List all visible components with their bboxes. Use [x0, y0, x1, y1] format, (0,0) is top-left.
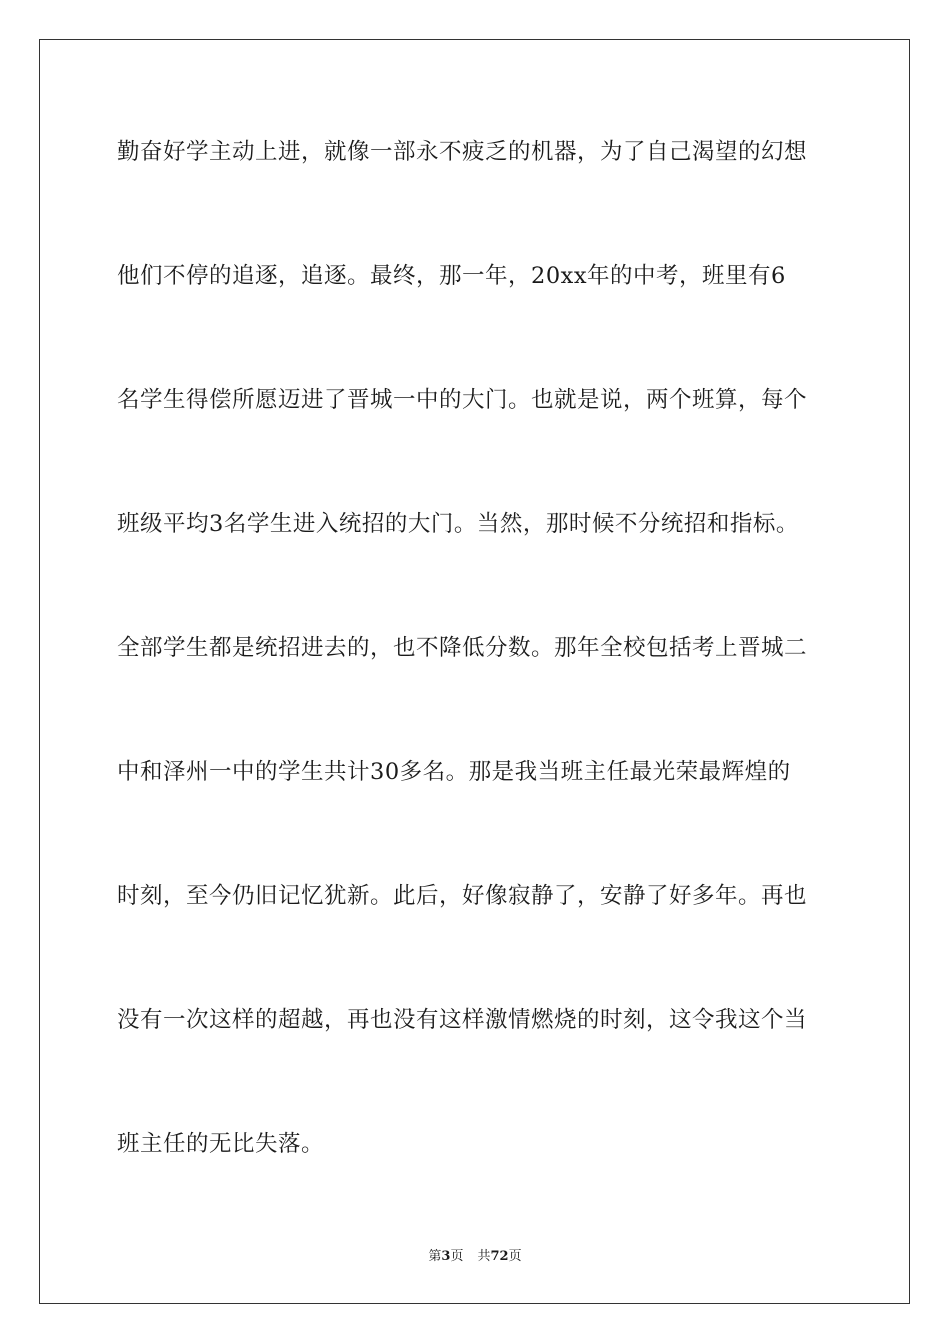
total-label-prefix: 共 — [477, 1249, 491, 1264]
total-pages: 72 — [490, 1249, 509, 1264]
body-line-8: 没有一次这样的超越，再也没有这样激情燃烧的时刻，这令我这个当 — [117, 1007, 808, 1033]
body-line-7: 时刻，至今仍旧记忆犹新。此后，好像寂静了，安静了好多年。再也 — [117, 883, 808, 909]
page-footer — [0, 1248, 950, 1266]
body-line-9: 班主任的无比失落。 — [117, 1131, 325, 1157]
body-line-5: 全部学生都是统招进去的，也不降低分数。那年全校包括考上晋城二 — [117, 635, 808, 661]
page-label-suffix: 页 — [450, 1249, 464, 1264]
body-line-3: 名学生得偿所愿迈进了晋城一中的大门。也就是说，两个班算，每个 — [117, 387, 808, 413]
body-line-6: 中和泽州一中的学生共计30多名。那是我当班主任最光荣最辉煌的 — [117, 759, 791, 785]
total-label-suffix: 页 — [508, 1249, 522, 1264]
body-line-2: 他们不停的追逐，追逐。最终，那一年，20xx年的中考，班里有6 — [117, 263, 786, 289]
page-frame — [39, 39, 910, 1304]
body-line-1: 勤奋好学主动上进，就像一部永不疲乏的机器，为了自己渴望的幻想 — [117, 139, 808, 165]
body-line-4: 班级平均3名学生进入统招的大门。当然，那时候不分统招和指标。 — [117, 511, 799, 537]
page-label-prefix: 第 — [428, 1249, 442, 1264]
page-number: 3 — [441, 1249, 451, 1264]
